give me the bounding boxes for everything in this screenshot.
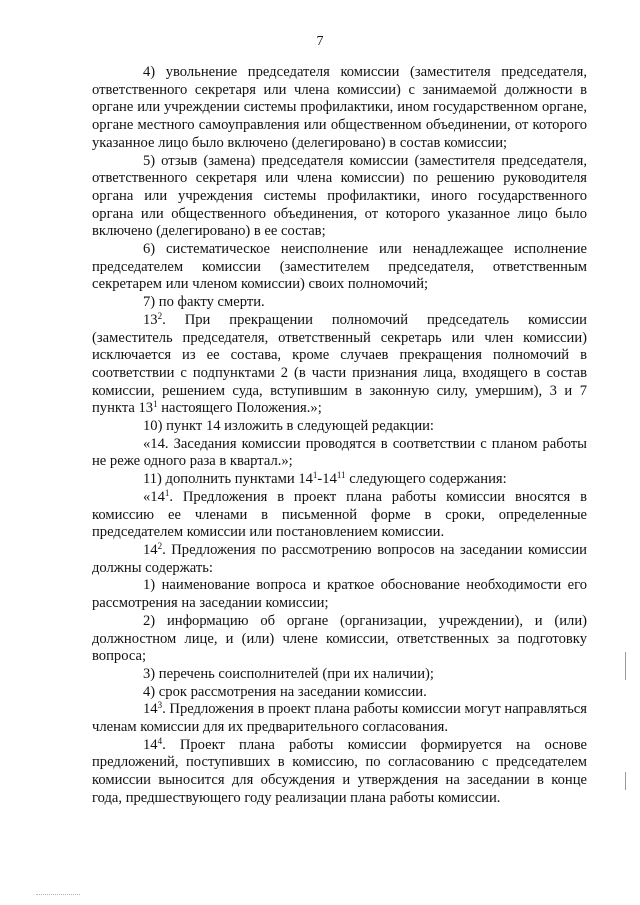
paragraph-14-3 [92, 701, 587, 736]
clause-text: . При прекращении полномочий председатель комиссии (заместитель председателя, ответственный секретарь или член комиссии) исключается из ее состава, кроме случаев прекращения полномочий в соответствии с подпунктами 2 (в части признания лица, входящего в состав комиссии, решением суда, вступившим в законную силу, умершим), 3 и 7 пункта 13 [92, 311, 587, 417]
document-body [92, 64, 587, 808]
list-item-2: 2) информацию об органе (организации, учреждении), и (или) должностном лице, и (или) члене комиссии, ответственных за подготовку вопроса; [92, 612, 587, 665]
scan-artifact-dots [36, 894, 80, 896]
paragraph-13-2 [92, 312, 587, 418]
paragraph-14-4 [92, 737, 587, 808]
range-superscript: 11 [336, 470, 346, 481]
clause-text-range: -14 [317, 471, 337, 488]
paragraph-item-10: 10) пункт 14 изложить в следующей редакции: [143, 418, 434, 435]
clause-number: 13 [143, 311, 158, 328]
scan-artifact-line [625, 772, 626, 790]
clause-number: 14 [143, 736, 158, 753]
paragraph-14: «14. Заседания комиссии проводятся в соответствии с планом работы не реже одного раза в квартал.»; [92, 435, 587, 470]
clause-text-end: следующего содержания: [345, 471, 507, 488]
reference-superscript: 1 [153, 399, 158, 410]
list-item-4: 4) срок рассмотрения на заседании комиссии. [143, 683, 427, 700]
paragraph-14-2 [92, 542, 587, 577]
clause-text: . Проект плана работы комиссии формируется на основе предложений, поступивших в комиссию, по согласованию с председателем комиссии выносится для обсуждения и утверждения на заседании в конце года, предшествующего году реализации плана работы комиссии. [92, 736, 587, 806]
clause-superscript: 3 [157, 700, 163, 711]
page-number: 7 [316, 34, 324, 49]
paragraph-dismissal: 4) увольнение председателя комиссии (заместителя председателя, ответственного секретаря или члена комиссии) с занимаемой должности в органе или учреждении системы профилактики, ином государственном органе, органе местного самоуправления или общественном объединении, от которого указанное лицо было включено (делегировано) в состав комиссии; [92, 64, 587, 151]
clause-text: 11) дополнить пунктами 14 [143, 471, 313, 488]
clause-number: 14 [143, 541, 158, 558]
paragraph-nonperformance: 6) систематическое неисполнение или ненадлежащее исполнение председателем комиссии (заместителем председателя, ответственным секретарем или членом комиссии) своих полномочий; [92, 241, 587, 293]
clause-superscript: 1 [164, 487, 170, 498]
clause-number: «14 [143, 488, 165, 505]
clause-text: . Предложения в проект плана работы комиссии могут направляться членам комиссии для их предварительного согласования. [92, 701, 587, 736]
paragraph-14-1 [92, 489, 587, 542]
clause-number: 14 [143, 701, 158, 718]
clause-superscript: 2 [157, 310, 163, 321]
list-item-1: 1) наименование вопроса и краткое обоснование необходимости его рассмотрения на заседании комиссии; [92, 577, 587, 612]
clause-superscript: 1 [312, 470, 318, 481]
paragraph-recall: 5) отзыв (замена) председателя комиссии (заместителя председателя, ответственного секретаря или члена комиссии) по решению руководителя органа или учреждения системы профилактики, иного государственного органа или общественного объединения, от которого указанное лицо было включено (делегировано) в ее состав; [92, 152, 587, 240]
clause-superscript: 2 [157, 540, 163, 551]
clause-text: . Предложения в проект плана работы комиссии вносятся в комиссию ее членами в письменной форме в сроки, определенные председателем комиссии или постановлением комиссии. [92, 488, 587, 541]
clause-text: . Предложения по рассмотрению вопросов на заседании комиссии должны содержать: [92, 541, 587, 576]
clause-superscript: 4 [157, 735, 163, 746]
scan-artifact-line [625, 652, 626, 680]
paragraph-item-11 [92, 471, 587, 489]
clause-text-end: настоящего Положения.»; [157, 400, 322, 417]
list-item-3: 3) перечень соисполнителей (при их наличии); [143, 665, 434, 682]
paragraph-death: 7) по факту смерти. [143, 294, 265, 311]
